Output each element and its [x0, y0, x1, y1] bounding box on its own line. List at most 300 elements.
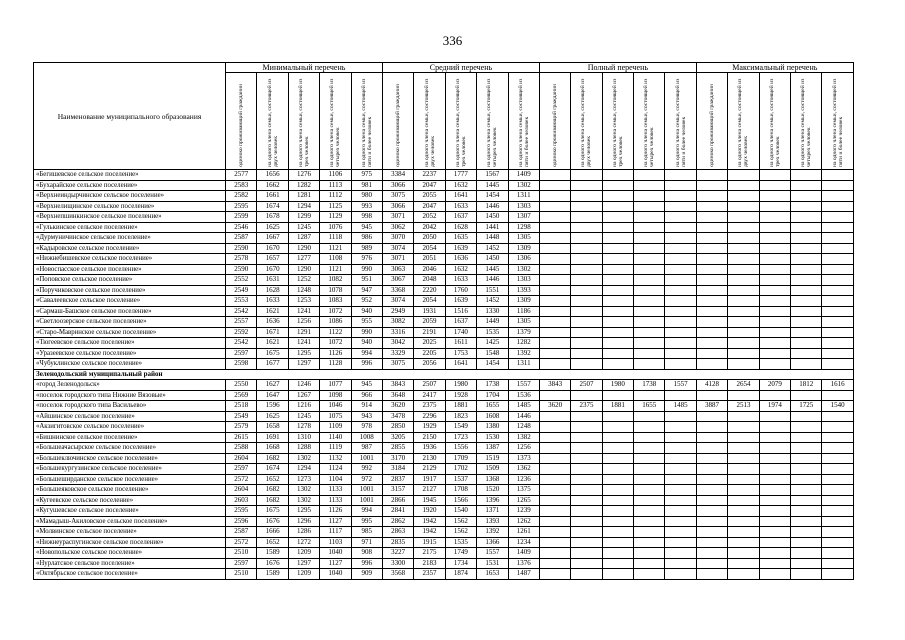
value-cell — [728, 495, 759, 506]
column-header-label: на одного члена семьи, состоящей из пяти и более человек — [360, 78, 373, 167]
municipality-name: «Дурмуничинское сельское поселение» — [34, 233, 226, 244]
value-cell: 1667 — [257, 233, 288, 244]
value-cell: 1302 — [508, 180, 539, 191]
value-cell: 3843 — [539, 380, 570, 391]
value-cell — [759, 285, 790, 296]
value-cell: 2572 — [226, 474, 257, 485]
value-cell — [696, 243, 727, 254]
value-cell — [759, 422, 790, 433]
municipality-name: «Уразеевское сельское поселение» — [34, 348, 226, 359]
value-cell: 2597 — [226, 558, 257, 569]
value-cell: 1446 — [477, 275, 508, 286]
table-row — [34, 338, 854, 349]
value-cell — [822, 243, 853, 254]
value-cell: 1281 — [288, 191, 319, 202]
value-cell — [539, 191, 570, 202]
value-cell — [665, 285, 696, 296]
value-cell: 993 — [351, 201, 382, 212]
value-cell — [822, 443, 853, 454]
value-cell: 2557 — [226, 317, 257, 328]
value-cell: 1445 — [477, 180, 508, 191]
value-cell — [539, 243, 570, 254]
value-cell — [602, 306, 633, 317]
column-header-label: одиноко проживающий гражданин — [709, 84, 716, 167]
value-cell: 2237 — [414, 170, 445, 181]
value-cell: 1295 — [288, 348, 319, 359]
value-cell: 3887 — [696, 401, 727, 412]
value-cell: 2577 — [226, 170, 257, 181]
value-cell — [665, 516, 696, 527]
value-cell: 2603 — [226, 495, 257, 506]
value-cell: 1535 — [477, 327, 508, 338]
table-row — [34, 264, 854, 275]
value-cell — [822, 558, 853, 569]
value-cell: 972 — [351, 474, 382, 485]
value-cell — [791, 170, 822, 181]
value-cell — [791, 327, 822, 338]
table-row — [34, 516, 854, 527]
value-cell — [602, 285, 633, 296]
column-header-label: на одного члена семьи, состоящей из пяти и более человек — [517, 78, 530, 167]
value-cell: 1655 — [477, 401, 508, 412]
value-cell — [696, 327, 727, 338]
value-cell — [665, 464, 696, 475]
value-cell — [571, 180, 602, 191]
value-cell — [728, 327, 759, 338]
value-cell: 1452 — [477, 243, 508, 254]
value-cell: 1656 — [257, 170, 288, 181]
value-cell — [539, 464, 570, 475]
value-cell — [728, 569, 759, 580]
column-header-label: на одного члена семьи, состоящей из трех человек — [454, 78, 467, 167]
value-cell: 1823 — [445, 411, 476, 422]
value-cell — [728, 527, 759, 538]
value-cell: 1186 — [508, 306, 539, 317]
value-cell: 987 — [351, 443, 382, 454]
table-row — [34, 527, 854, 538]
value-cell: 1635 — [445, 233, 476, 244]
value-cell: 1627 — [257, 380, 288, 391]
column-header — [791, 73, 822, 170]
value-cell: 2046 — [414, 264, 445, 275]
value-cell: 1276 — [288, 170, 319, 181]
value-cell: 3157 — [382, 485, 413, 496]
value-cell: 1209 — [288, 548, 319, 559]
value-cell — [571, 212, 602, 223]
value-cell: 1001 — [351, 485, 382, 496]
value-cell — [665, 243, 696, 254]
value-cell — [571, 222, 602, 233]
municipality-name: «Поповское сельское поселение» — [34, 275, 226, 286]
value-cell: 2052 — [414, 212, 445, 223]
value-cell — [602, 170, 633, 181]
value-cell — [759, 212, 790, 223]
value-cell: 990 — [351, 327, 382, 338]
column-header — [414, 73, 445, 170]
value-cell — [634, 474, 665, 485]
column-header — [822, 73, 853, 170]
value-cell — [696, 422, 727, 433]
value-cell: 1392 — [477, 527, 508, 538]
value-cell — [602, 411, 633, 422]
value-cell: 1291 — [288, 327, 319, 338]
value-cell: 1409 — [508, 170, 539, 181]
value-cell: 2191 — [414, 327, 445, 338]
value-cell — [822, 285, 853, 296]
value-cell: 1668 — [257, 443, 288, 454]
municipality-name: «Верхнеиндырчинское сельское поселение» — [34, 191, 226, 202]
value-cell: 2837 — [382, 474, 413, 485]
value-cell — [696, 296, 727, 307]
value-cell — [759, 191, 790, 202]
value-cell: 1118 — [320, 233, 351, 244]
value-cell: 2510 — [226, 548, 257, 559]
value-cell: 1302 — [288, 453, 319, 464]
value-cell — [571, 327, 602, 338]
value-cell: 1302 — [288, 485, 319, 496]
value-cell: 1749 — [445, 548, 476, 559]
value-cell — [822, 516, 853, 527]
value-cell — [728, 201, 759, 212]
value-cell — [759, 233, 790, 244]
value-cell: 1121 — [320, 243, 351, 254]
value-cell — [791, 464, 822, 475]
value-cell: 2587 — [226, 527, 257, 538]
value-cell — [602, 254, 633, 265]
value-cell — [822, 359, 853, 370]
value-cell — [665, 422, 696, 433]
value-cell: 994 — [351, 506, 382, 517]
value-cell: 1126 — [320, 506, 351, 517]
value-cell — [665, 548, 696, 559]
value-cell — [665, 306, 696, 317]
column-header-label: на одного члена семьи, состоящей из двух человек — [423, 78, 436, 167]
value-cell — [602, 548, 633, 559]
value-cell — [696, 338, 727, 349]
value-cell — [728, 348, 759, 359]
section-row — [34, 369, 854, 380]
value-cell — [696, 222, 727, 233]
value-cell: 2866 — [382, 495, 413, 506]
table-row — [34, 327, 854, 338]
name-column-header: Наименование муниципального образования — [34, 63, 226, 170]
value-cell: 1106 — [320, 170, 351, 181]
value-cell — [759, 506, 790, 517]
value-cell — [728, 254, 759, 265]
value-cell — [822, 201, 853, 212]
value-cell — [822, 495, 853, 506]
table-row — [34, 548, 854, 559]
value-cell: 1307 — [508, 212, 539, 223]
value-cell: 1241 — [288, 338, 319, 349]
value-cell — [634, 432, 665, 443]
value-cell: 2129 — [414, 464, 445, 475]
value-cell — [728, 548, 759, 559]
value-cell: 1520 — [477, 485, 508, 496]
value-cell: 1072 — [320, 338, 351, 349]
value-cell: 2048 — [414, 275, 445, 286]
value-cell: 1485 — [508, 401, 539, 412]
value-cell — [539, 222, 570, 233]
value-cell — [602, 464, 633, 475]
value-cell: 2549 — [226, 285, 257, 296]
municipality-name: «Нурлатское сельское поселение» — [34, 558, 226, 569]
value-cell: 1682 — [257, 495, 288, 506]
municipality-name: «Чубуклинское сельское поселение» — [34, 359, 226, 370]
value-cell: 1674 — [257, 464, 288, 475]
value-cell: 1674 — [257, 201, 288, 212]
value-cell — [602, 222, 633, 233]
value-cell — [539, 453, 570, 464]
value-cell: 1256 — [288, 317, 319, 328]
value-cell: 1509 — [477, 464, 508, 475]
value-cell — [571, 243, 602, 254]
value-cell — [634, 453, 665, 464]
value-cell: 2417 — [414, 390, 445, 401]
value-cell: 1265 — [508, 495, 539, 506]
value-cell: 914 — [351, 401, 382, 412]
value-cell — [634, 180, 665, 191]
value-cell — [539, 485, 570, 496]
value-cell — [634, 422, 665, 433]
value-cell — [728, 516, 759, 527]
value-cell: 2150 — [414, 432, 445, 443]
value-cell — [791, 296, 822, 307]
value-cell — [728, 474, 759, 485]
value-cell — [822, 548, 853, 559]
value-cell: 1682 — [257, 485, 288, 496]
value-cell — [571, 338, 602, 349]
value-cell: 1980 — [445, 380, 476, 391]
value-cell — [696, 527, 727, 538]
value-cell: 1704 — [477, 390, 508, 401]
value-cell: 2510 — [226, 569, 257, 580]
value-cell — [759, 296, 790, 307]
municipality-name: «Новопольское сельское поселение» — [34, 548, 226, 559]
column-header-label: одиноко проживающий гражданин — [238, 84, 245, 167]
value-cell — [571, 548, 602, 559]
value-cell: 1662 — [257, 180, 288, 191]
value-cell — [696, 474, 727, 485]
value-cell — [822, 464, 853, 475]
value-cell — [791, 432, 822, 443]
value-cell: 1241 — [288, 306, 319, 317]
value-cell — [539, 285, 570, 296]
value-cell: 1086 — [320, 317, 351, 328]
value-cell — [665, 558, 696, 569]
value-cell — [602, 516, 633, 527]
value-cell — [571, 359, 602, 370]
value-cell: 2518 — [226, 401, 257, 412]
value-cell: 1670 — [257, 264, 288, 275]
value-cell — [602, 422, 633, 433]
value-cell — [539, 495, 570, 506]
group-header-full: Полный перечень — [539, 63, 696, 73]
value-cell: 2025 — [414, 338, 445, 349]
column-header — [602, 73, 633, 170]
value-cell: 1294 — [288, 201, 319, 212]
value-cell: 3316 — [382, 327, 413, 338]
value-cell — [602, 233, 633, 244]
column-header-label: на одного члена семьи, состоящей из четырех человек — [329, 78, 342, 167]
value-cell: 2855 — [382, 443, 413, 454]
value-cell: 1632 — [445, 180, 476, 191]
municipality-name: «Тюгеевское сельское поселение» — [34, 338, 226, 349]
value-cell — [728, 285, 759, 296]
value-cell — [728, 432, 759, 443]
value-cell — [665, 506, 696, 517]
value-cell: 2357 — [414, 569, 445, 580]
value-cell: 1425 — [477, 338, 508, 349]
value-cell: 1117 — [320, 527, 351, 538]
value-cell: 2553 — [226, 296, 257, 307]
value-cell: 1076 — [320, 222, 351, 233]
municipality-name: «Мамадыш-Акиловское сельское поселение» — [34, 516, 226, 527]
value-cell — [696, 558, 727, 569]
value-cell: 1256 — [508, 443, 539, 454]
table-row — [34, 233, 854, 244]
value-cell — [791, 411, 822, 422]
value-cell: 909 — [351, 569, 382, 580]
value-cell: 1098 — [320, 390, 351, 401]
value-cell: 992 — [351, 464, 382, 475]
value-cell: 1942 — [414, 516, 445, 527]
value-cell — [665, 411, 696, 422]
value-cell: 1874 — [445, 569, 476, 580]
value-cell — [822, 212, 853, 223]
table-row — [34, 180, 854, 191]
table-row — [34, 474, 854, 485]
value-cell — [759, 254, 790, 265]
value-cell — [571, 390, 602, 401]
value-cell: 1777 — [445, 170, 476, 181]
value-cell: 1112 — [320, 191, 351, 202]
value-cell — [634, 264, 665, 275]
value-cell — [759, 495, 790, 506]
column-header — [665, 73, 696, 170]
municipality-name: «Большеяковское сельское поселение» — [34, 485, 226, 496]
municipality-name: «Верхнепшинкинское сельское поселение» — [34, 212, 226, 223]
value-cell — [634, 495, 665, 506]
value-cell: 1628 — [257, 285, 288, 296]
value-cell — [571, 317, 602, 328]
value-cell: 1272 — [288, 537, 319, 548]
value-cell: 1557 — [508, 380, 539, 391]
value-cell: 2588 — [226, 443, 257, 454]
value-cell — [571, 233, 602, 244]
value-cell — [665, 527, 696, 538]
value-cell — [759, 464, 790, 475]
value-cell — [571, 432, 602, 443]
table-row — [34, 306, 854, 317]
value-cell: 2375 — [571, 401, 602, 412]
value-cell: 1303 — [508, 201, 539, 212]
value-cell — [759, 222, 790, 233]
value-cell — [602, 453, 633, 464]
municipality-name: «Кугушевское сельское поселение» — [34, 506, 226, 517]
value-cell: 2546 — [226, 222, 257, 233]
value-cell — [602, 212, 633, 223]
table-row — [34, 296, 854, 307]
table-row — [34, 285, 854, 296]
value-cell: 1296 — [288, 516, 319, 527]
value-cell: 1298 — [508, 222, 539, 233]
value-cell: 1277 — [288, 254, 319, 265]
value-cell — [571, 464, 602, 475]
value-cell — [822, 264, 853, 275]
value-cell: 990 — [351, 264, 382, 275]
value-cell: 908 — [351, 548, 382, 559]
value-cell — [822, 306, 853, 317]
value-cell: 1375 — [508, 485, 539, 496]
value-cell — [696, 569, 727, 580]
value-cell — [571, 506, 602, 517]
value-cell: 1040 — [320, 548, 351, 559]
value-cell: 1083 — [320, 296, 351, 307]
value-cell: 1302 — [288, 495, 319, 506]
value-cell — [665, 180, 696, 191]
value-cell: 1446 — [508, 411, 539, 422]
value-cell: 1931 — [414, 306, 445, 317]
value-cell — [696, 506, 727, 517]
value-cell: 3042 — [382, 338, 413, 349]
value-cell: 1008 — [351, 432, 382, 443]
value-cell — [602, 359, 633, 370]
value-cell — [728, 464, 759, 475]
value-cell: 2296 — [414, 411, 445, 422]
value-cell: 2587 — [226, 233, 257, 244]
value-cell — [696, 443, 727, 454]
value-cell: 975 — [351, 170, 382, 181]
value-cell — [634, 191, 665, 202]
value-cell: 1104 — [320, 474, 351, 485]
value-cell: 3620 — [382, 401, 413, 412]
value-cell — [822, 537, 853, 548]
value-cell: 1566 — [445, 495, 476, 506]
table-row — [34, 464, 854, 475]
value-cell — [634, 275, 665, 286]
value-cell: 2220 — [414, 285, 445, 296]
value-cell — [759, 432, 790, 443]
table-row — [34, 212, 854, 223]
value-cell — [634, 348, 665, 359]
value-cell — [634, 569, 665, 580]
value-cell — [696, 516, 727, 527]
value-cell — [696, 306, 727, 317]
value-cell — [822, 527, 853, 538]
value-cell — [571, 296, 602, 307]
value-cell: 1441 — [477, 222, 508, 233]
value-cell — [791, 191, 822, 202]
value-cell: 998 — [351, 212, 382, 223]
value-cell: 2507 — [414, 380, 445, 391]
value-cell: 1125 — [320, 201, 351, 212]
value-cell — [634, 516, 665, 527]
value-cell — [665, 296, 696, 307]
value-cell: 1928 — [445, 390, 476, 401]
value-cell: 1562 — [445, 527, 476, 538]
value-cell — [539, 506, 570, 517]
value-cell: 940 — [351, 338, 382, 349]
value-cell: 1658 — [257, 422, 288, 433]
municipality-name: «Нижнебишевское сельское поселение» — [34, 254, 226, 265]
table-row — [34, 191, 854, 202]
value-cell — [791, 443, 822, 454]
value-cell — [791, 201, 822, 212]
value-cell: 1917 — [414, 474, 445, 485]
value-cell — [634, 558, 665, 569]
value-cell — [791, 317, 822, 328]
